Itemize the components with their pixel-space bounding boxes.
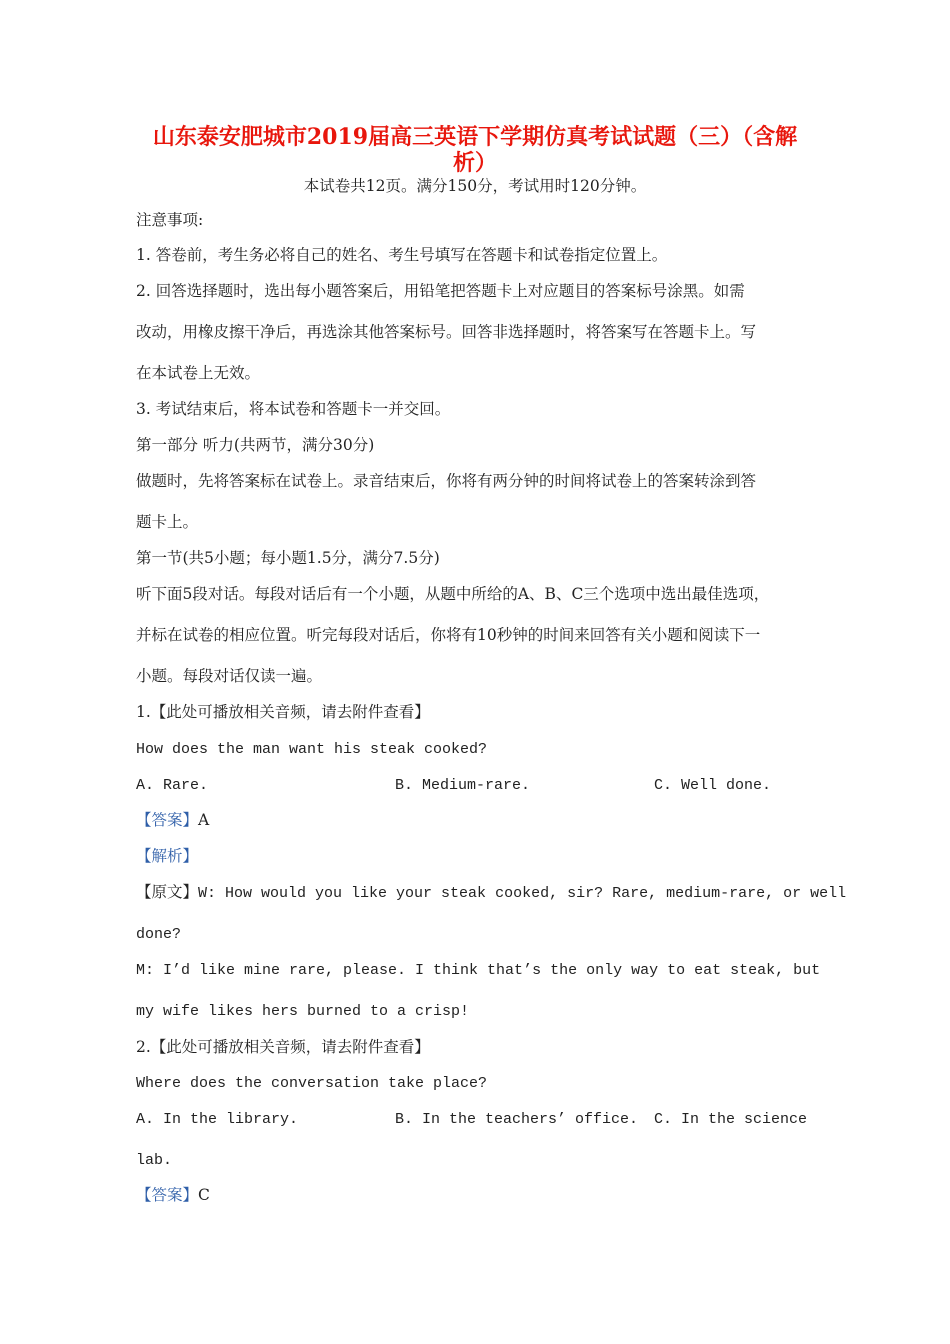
- part1-instruction-cont: 题卡上。: [136, 513, 199, 531]
- section1-heading: 第一节(共5小题；每小题1.5分，满分7.5分): [136, 549, 440, 567]
- question-1-text: How does the man want his steak cooked?: [136, 741, 488, 758]
- part1-instruction: 做题时，先将答案标在试卷上。录音结束后，你将有两分钟的时间将试卷上的答案转涂到答: [136, 472, 757, 490]
- question-2-option-b: B. In the teachers’ office.: [395, 1111, 639, 1128]
- question-1-transcript-line2: M: I’d like mine rare, please. I think that’s the only way to eat steak, but: [136, 962, 821, 979]
- question-2-text: Where does the conversation take place?: [136, 1075, 488, 1092]
- document-title-line1: 山东泰安肥城市2019届高三英语下学期仿真考试试题（三）（含解: [152, 124, 798, 150]
- question-2-option-c: C. In the science: [654, 1111, 808, 1128]
- question-1-option-c: C. Well done.: [654, 777, 772, 794]
- question-2-option-c-cont: lab.: [136, 1152, 173, 1169]
- transcript-text: W: How would you like your steak cooked, sir? Rare, medium-rare, or well: [198, 885, 847, 902]
- notice-item-3: 3. 考试结束后，将本试卷和答题卡一并交回。: [136, 400, 451, 418]
- section1-instruction-cont: 并标在试卷的相应位置。听完每段对话后，你将有10秒钟的时间来回答有关小题和阅读下一: [136, 626, 761, 644]
- question-1-transcript-line1-cont: done?: [136, 926, 182, 943]
- original-tag: 【原文】: [136, 883, 199, 901]
- section1-instruction-cont2: 小题。每段对话仅读一遍。: [136, 667, 323, 685]
- part1-heading: 第一部分 听力(共两节，满分30分): [136, 436, 375, 454]
- answer-value: A: [198, 811, 210, 829]
- question-1-analysis-tag: 【解析】: [136, 847, 199, 865]
- notice-heading: 注意事项:: [136, 211, 204, 229]
- notice-item-2: 2. 回答选择题时，选出每小题答案后，用铅笔把答题卡上对应题目的答案标号涂黑。如需: [136, 282, 745, 300]
- notice-item-2-cont2: 在本试卷上无效。: [136, 364, 261, 382]
- question-1-option-a: A. Rare.: [136, 777, 209, 794]
- section1-instruction: 听下面5段对话。每段对话后有一个小题，从题中所给的A、B、C三个选项中选出最佳选项，: [136, 585, 770, 603]
- question-1-transcript-line1: [136, 885, 846, 901]
- answer-tag: 【答案】: [136, 811, 199, 829]
- question-2-answer: [136, 1188, 210, 1204]
- question-2-audio-link[interactable]: 2.【此处可播放相关音频，请去附件查看】: [136, 1038, 430, 1056]
- question-2-option-a: A. In the library.: [136, 1111, 299, 1128]
- answer-tag: 【答案】: [136, 1186, 199, 1204]
- question-1-answer: [136, 813, 209, 829]
- document-title-line2: 析）: [452, 150, 497, 176]
- notice-item-1: 1. 答卷前，考生务必将自己的姓名、考生号填写在答题卡和试卷指定位置上。: [136, 246, 668, 264]
- notice-item-2-cont: 改动，用橡皮擦干净后，再选涂其他答案标号。回答非选择题时，将答案写在答题卡上。写: [136, 323, 757, 341]
- exam-info: 本试卷共12页。满分150分，考试用时120分钟。: [303, 177, 647, 195]
- answer-value: C: [198, 1186, 210, 1204]
- question-1-audio-link[interactable]: 1.【此处可播放相关音频，请去附件查看】: [136, 703, 430, 721]
- question-1-option-b: B. Medium-rare.: [395, 777, 531, 794]
- question-1-transcript-line2-cont: my wife likes hers burned to a crisp!: [136, 1003, 470, 1020]
